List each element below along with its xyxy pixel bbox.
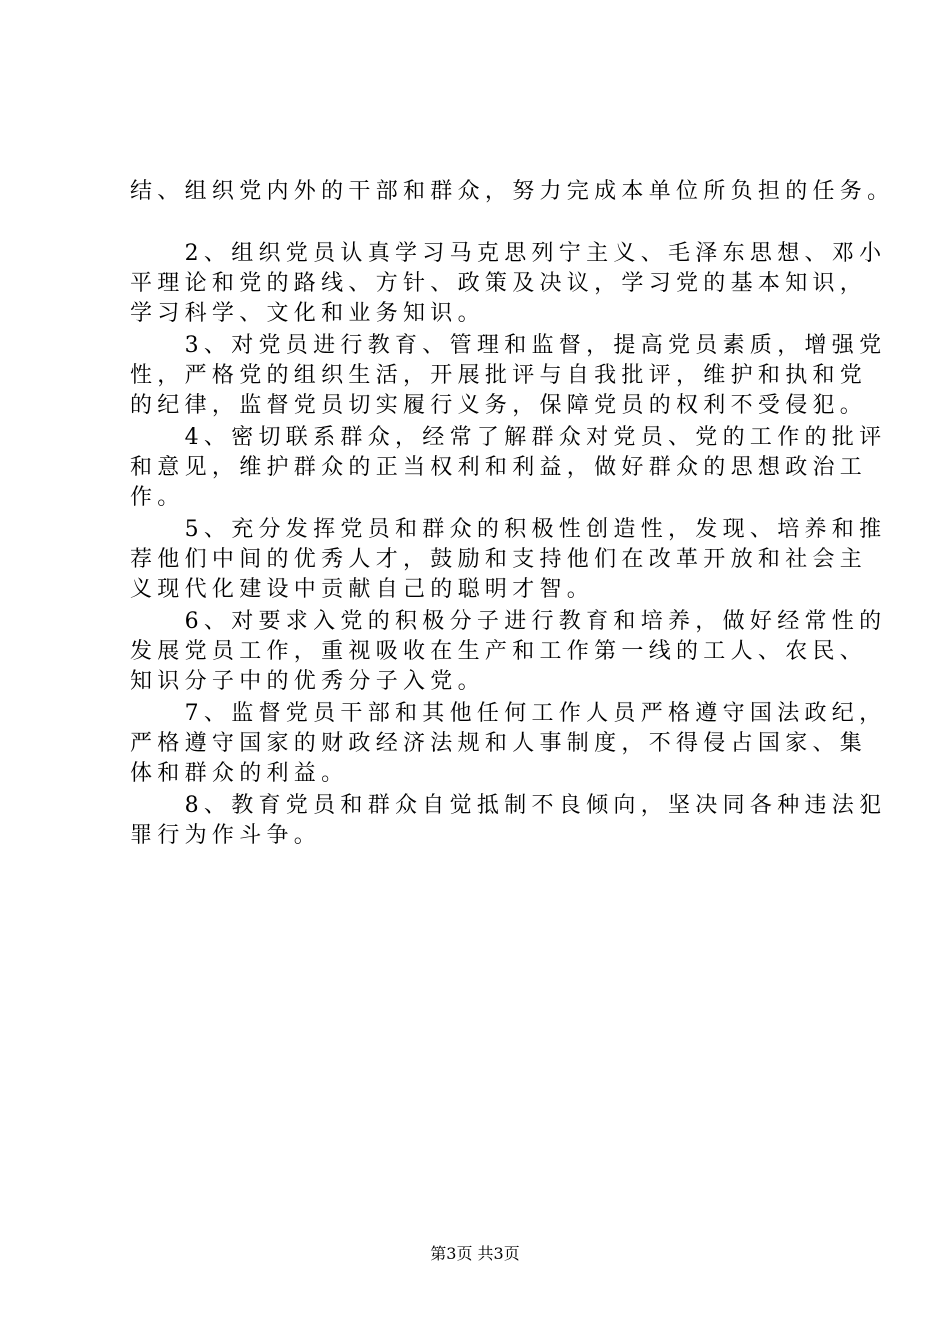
body-text-line: 和意见，维护群众的正当权利和利益，做好群众的思想政治工 (130, 455, 868, 480)
body-text-line: 4、密切联系群众，经常了解群众对党员、党的工作的批评 (130, 425, 887, 450)
body-text-line: 知识分子中的优秀分子入党。 (130, 669, 485, 694)
body-text-line: 5、充分发挥党员和群众的积极性创造性，发现、培养和推 (130, 517, 887, 542)
page-number: 第3页 共3页 (430, 1244, 520, 1263)
body-text-line: 作。 (130, 485, 185, 510)
body-text-line: 的纪律，监督党员切实履行义务，保障党员的权利不受侵犯。 (130, 393, 868, 418)
body-text-line: 义现代化建设中贡献自己的聪明才智。 (130, 577, 595, 602)
body-text-line: 性，严格党的组织生活，开展批评与自我批评，维护和执和党 (130, 363, 868, 388)
body-text-line: 罪行为作斗争。 (130, 823, 322, 848)
body-text-line: 7、监督党员干部和其他任何工作人员严格遵守国法政纪， (130, 701, 887, 726)
body-text-line: 2、组织党员认真学习马克思列宁主义、毛泽东思想、邓小 (130, 241, 887, 266)
body-text-line: 结、组织党内外的干部和群众，努力完成本单位所负担的任务。 (130, 179, 895, 204)
body-text-line: 荐他们中间的优秀人才，鼓励和支持他们在改革开放和社会主 (130, 547, 868, 572)
body-text-line: 严格遵守国家的财政经济法规和人事制度，不得侵占国家、集 (130, 731, 868, 756)
body-text-line: 8、教育党员和群众自觉抵制不良倾向，坚决同各种违法犯 (130, 793, 887, 818)
body-text-line: 学习科学、文化和业务知识。 (130, 301, 485, 326)
body-text-line: 发展党员工作，重视吸收在生产和工作第一线的工人、农民、 (130, 639, 868, 664)
body-text-line: 体和群众的利益。 (130, 761, 349, 786)
body-text-line: 3、对党员进行教育、管理和监督，提高党员素质，增强党 (130, 333, 887, 358)
body-text-line: 平理论和党的路线、方针、政策及决议，学习党的基本知识， (130, 271, 868, 296)
body-text-line: 6、对要求入党的积极分子进行教育和培养，做好经常性的 (130, 609, 887, 634)
